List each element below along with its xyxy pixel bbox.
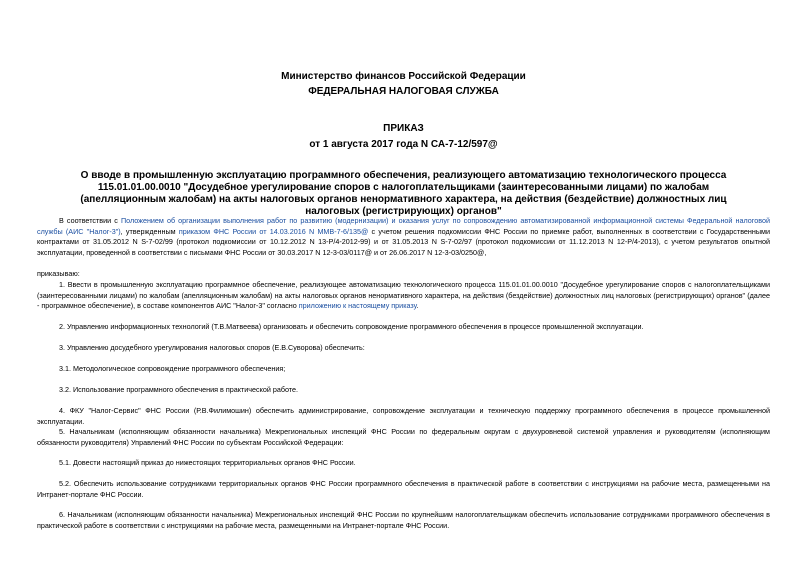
doc-date-heading: от 1 августа 2017 года N СА-7-12/597@: [309, 139, 498, 150]
item-3-2: 3.2. Использование программного обеспечения в практической работе.: [59, 385, 299, 394]
item-1: [37, 280, 770, 312]
document-title: О вводе в промышленную эксплуатацию программного обеспечения, реализующего автоматизацию технологического процесса 115.01.01.00.0010 "Досудебное урегулирование споров с налогоплательщиками (заинтересованными лицами) по жалобам (апелляционным жалобам) на акты налоговых органов ненормативного характера, на действия (бездействие) должностных лиц налоговых (регистрирующих) органов": [80, 170, 727, 217]
order-link[interactable]: приказом ФНС России от 14.03.2016 N ММВ-7-6/135@: [178, 226, 369, 236]
item-6: 6. Начальникам (исполняющим обязанности начальника) Межрегиональных инспекций ФНС России по крупнейшим налогоплательщикам обеспечить использование сотрудниками программного обеспечения в практической работе в соответствии с инструкциями на рабочие места, размещенными на Интранет-портале ФНС России.: [37, 510, 770, 530]
item-2: 2. Управлению информационных технологий (Т.В.Матвеева) организовать и обеспечить сопровождение программного обеспечения в процессе промышленной эксплуатации.: [59, 322, 644, 331]
preamble-text-2: , утвержденным: [120, 226, 179, 236]
preamble-text-3: с учетом решения подкомиссии ФНС России по приемке работ, выполненных в соответствии с Государственными контрактами от 31.05.2012 N S-7-02/99 (протокол подкомиссии от 10.12.2012 N 13-Р/4-2012-99) и от 31.05.2013 N S-7-02/97 (протокол подкомиссии от 11.12.2013 N 12-Р/4-2013), с учетом результатов опытной эксплуатации, проведенной в соответствии с письмами ФНС России от 30.03.2017 N 12-3-03/0117@ и от 26.06.2017 N 12-3-03/0250@,: [37, 226, 770, 257]
preamble-paragraph: [37, 216, 770, 258]
preamble-text-1: В соответствии с: [59, 216, 121, 225]
ministry-heading: Министерство финансов Российской Федерации: [281, 71, 526, 82]
item-5: 5. Начальникам (исполняющим обязанности начальника) Межрегиональных инспекций ФНС России по федеральным округам с двухуровневой системой управления и руководителям (исполняющим обязанности руководителя) Управлений ФНС России по субъектам Российской Федерации:: [37, 427, 770, 447]
item-5-1: 5.1. Довести настоящий приказ до нижестоящих территориальных органов ФНС России.: [59, 458, 356, 467]
regulation-link[interactable]: Положением об организации выполнения работ по развитию (модернизации) и оказания услуг по сопровождению автоматизированной информационной системы Федеральной налоговой службы (АИС "Налог-3"): [37, 216, 770, 236]
item-1-end: .: [416, 301, 419, 310]
doc-type-heading: ПРИКАЗ: [383, 123, 424, 134]
item-5-2: 5.2. Обеспечить использование сотрудниками территориальных органов ФНС России программного обеспечения в практической работе в соответствии с инструкциями на рабочие места, размещенными на Интранет-портале ФНС России.: [37, 479, 770, 499]
item-3-1: 3.1. Методологическое сопровождение программного обеспечения;: [59, 364, 286, 373]
item-1-text: 1. Ввести в промышленную эксплуатацию программное обеспечение, реализующее автоматизацию технологического процесса 115.01.01.00.0010 "Досудебное урегулирование споров с налогоплательщиками (заинтересованными лицами) по жалобам (апелляционным жалобам) на акты налоговых органов ненормативного характера, на действия (бездействие) должностных лиц налоговых (регистрирующих) органов" (далее - программное обеспечение), в составе компонентов АИС "Налог-3" согласно: [37, 280, 770, 310]
appendix-link[interactable]: приложению к настоящему приказу: [298, 301, 417, 310]
service-heading: ФЕДЕРАЛЬНАЯ НАЛОГОВАЯ СЛУЖБА: [308, 86, 499, 97]
order-word: приказываю:: [37, 269, 80, 278]
item-4: 4. ФКУ "Налог-Сервис" ФНС России (Р.В.Филимошин) обеспечить администрирование, сопровождение эксплуатации и техническую поддержку программного обеспечения в процессе промышленной эксплуатации.: [37, 406, 770, 426]
item-3: 3. Управлению досудебного урегулирования налоговых споров (Е.В.Суворова) обеспечить:: [59, 343, 365, 352]
